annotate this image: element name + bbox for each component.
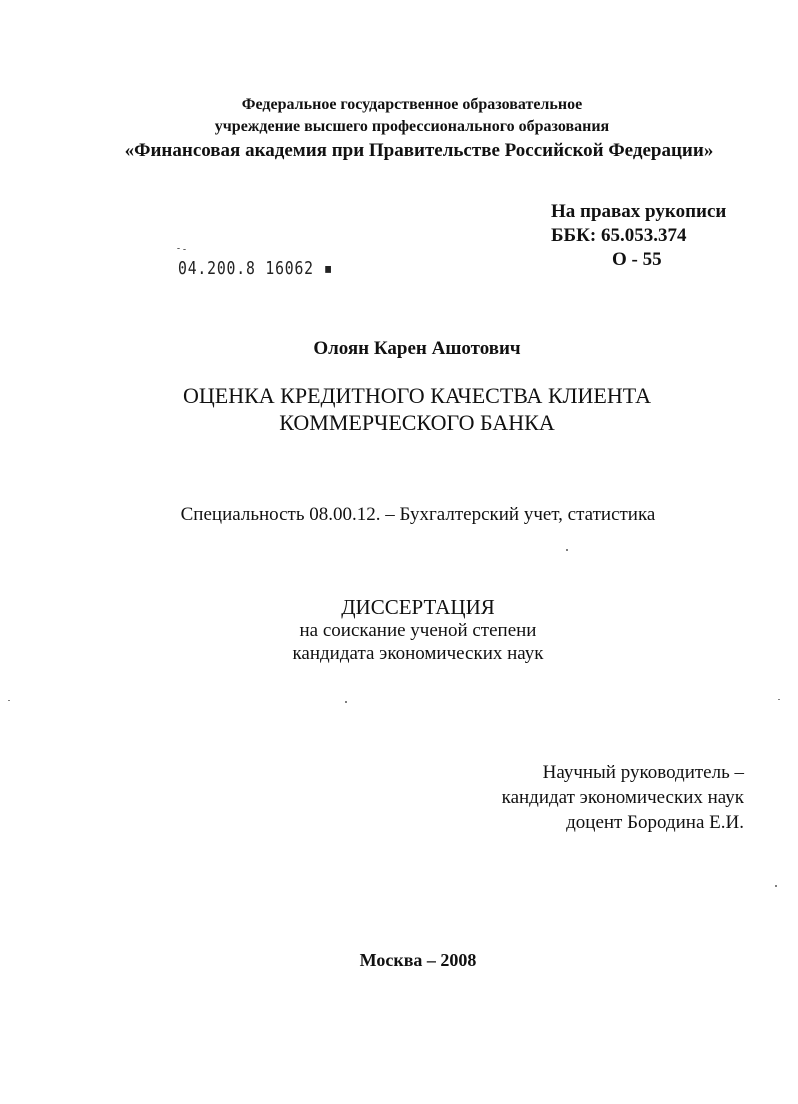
city-year-text: Москва – 2008 [359,950,477,970]
registry-stamp [178,258,333,279]
supervisor-name: доцент Бородина Е.И. [566,812,744,833]
title-line-2: КОММЕРЧЕСКОГО БАНКА [279,410,555,435]
scan-speck [566,549,568,551]
author-name-text: Олоян Карен Ашотович [313,338,521,359]
supervisor-block [502,760,744,835]
institution-name: «Финансовая академия при Правительстве Российской Федерации» [124,140,714,161]
city-year [0,950,798,971]
bbk-code: ББК: 65.053.374 [551,225,687,246]
title-line-1: ОЦЕНКА КРЕДИТНОГО КАЧЕСТВА КЛИЕНТА [183,383,651,408]
dissertation-heading: ДИССЕРТАЦИЯ [341,595,495,619]
institution-line-1: Федеральное государственное образовательное [241,96,583,113]
author-name [0,338,798,360]
degree-purpose: на соискание ученой степени [299,620,537,641]
author-cipher: О - 55 [612,249,662,270]
scan-speck [775,885,777,887]
dissertation-type-block [0,596,798,665]
scan-speck [183,249,186,250]
scan-speck [177,248,180,249]
specialty-text: Специальность 08.00.12. – Бухгалтерский учет, статистика [180,504,656,525]
institution-header [0,94,798,164]
scan-speck [345,701,347,703]
degree-field: кандидата экономических наук [292,643,544,664]
manuscript-rights-block [551,200,726,272]
stamp-mark: ▪ [313,258,334,279]
manuscript-rights: На правах рукописи [551,201,727,222]
supervisor-degree: кандидат экономических наук [501,787,744,808]
specialty [0,504,798,526]
scan-speck [778,699,780,700]
institution-line-2: учреждение высшего профессионального образования [214,118,610,135]
registry-stamp-number: 04.200.8 16062 [178,258,314,279]
dissertation-title [0,382,798,436]
supervisor-role: Научный руководитель – [542,762,744,783]
scan-speck [8,700,10,701]
